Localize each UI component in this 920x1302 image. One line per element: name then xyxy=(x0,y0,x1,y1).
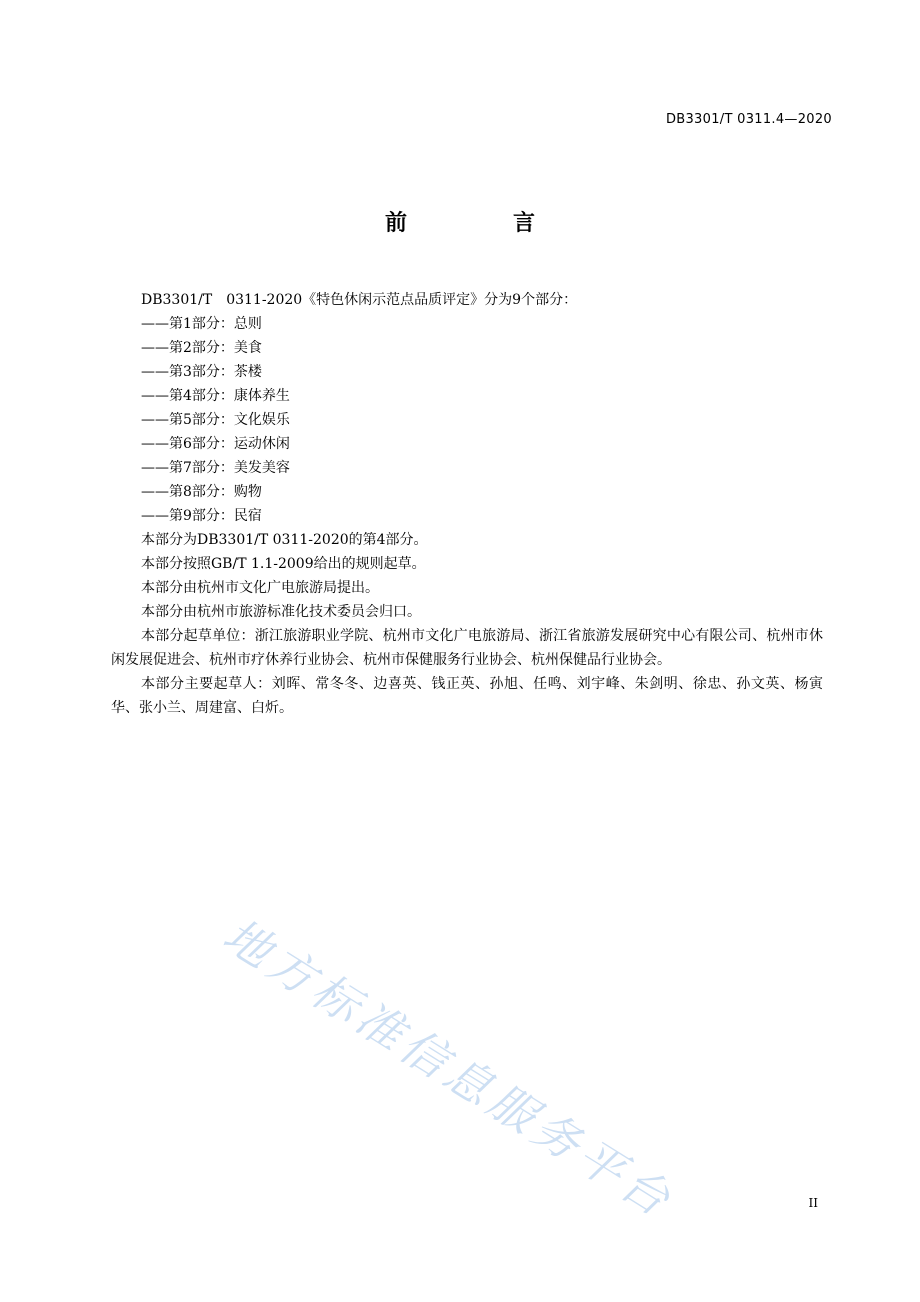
list-item: ——第8部分：购物 xyxy=(141,484,262,500)
list-item: ——第9部分：民宿 xyxy=(141,508,262,524)
parts-list xyxy=(111,312,823,528)
list-item: ——第2部分：美食 xyxy=(141,340,262,356)
page-title: 前 言 xyxy=(384,211,577,236)
drafting-rules-paragraph: 本部分按照GB/T 1.1-2009给出的规则起草。 xyxy=(141,556,426,572)
watermark: 地方标准信息服务平台 xyxy=(214,907,684,1229)
drafting-units-paragraph: 本部分起草单位：浙江旅游职业学院、杭州市文化广电旅游局、浙江省旅游发展研究中心有限公司、杭州市休闲发展促进会、杭州市疗休养行业协会、杭州市保健服务行业协会、杭州保健品行业协会。 xyxy=(111,628,823,668)
intro-paragraph: DB3301/T 0311-2020《特色休闲示范点品质评定》分为9个部分： xyxy=(141,292,578,308)
list-item: ——第4部分：康体养生 xyxy=(141,388,290,404)
drafters-paragraph: 本部分主要起草人：刘晖、常冬冬、边喜英、钱正英、孙旭、任鸣、刘宇峰、朱剑明、徐忠、孙文英、杨寅华、张小兰、周建富、白炘。 xyxy=(111,676,823,716)
list-item: ——第5部分：文化娱乐 xyxy=(141,412,290,428)
list-item: ——第1部分：总则 xyxy=(141,316,262,332)
part-number-paragraph: 本部分为DB3301/T 0311-2020的第4部分。 xyxy=(141,532,428,548)
list-item: ——第7部分：美发美容 xyxy=(141,460,290,476)
preface-content xyxy=(111,288,823,720)
document-code: DB3301/T 0311.4—2020 xyxy=(665,112,832,127)
committee-paragraph: 本部分由杭州市旅游标准化技术委员会归口。 xyxy=(141,604,421,620)
list-item: ——第3部分：茶楼 xyxy=(141,364,262,380)
proposer-paragraph: 本部分由杭州市文化广电旅游局提出。 xyxy=(141,580,379,596)
list-item: ——第6部分：运动休闲 xyxy=(141,436,290,452)
page-number: II xyxy=(808,1196,818,1210)
